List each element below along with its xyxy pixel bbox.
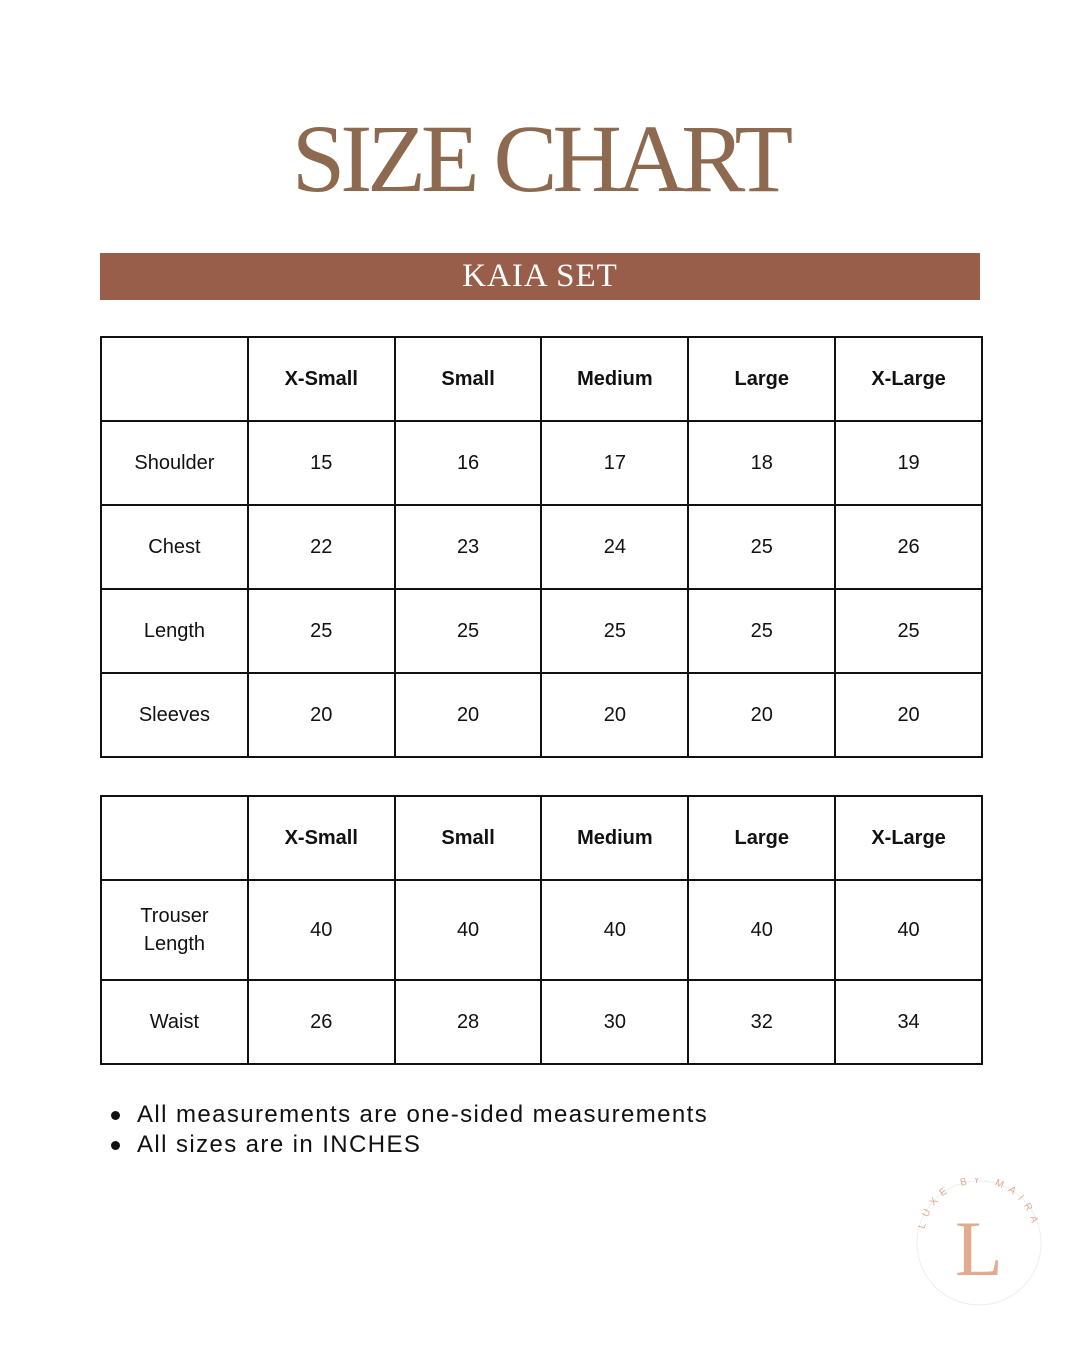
logo-ring-text: LUXE BY MAIRA	[916, 1178, 1042, 1230]
table-cell: 40	[395, 880, 542, 980]
bottom-size-table	[100, 795, 983, 1065]
table-cell: 25	[248, 589, 395, 673]
table-cell: 22	[248, 505, 395, 589]
table-cell: 23	[395, 505, 542, 589]
row-label: Sleeves	[101, 673, 248, 757]
table-cell: 15	[248, 421, 395, 505]
set-name: KAIA SET	[462, 258, 618, 294]
table-row	[101, 980, 982, 1064]
table-cell: 25	[688, 505, 835, 589]
table-header-row	[101, 796, 982, 880]
header-cell: X-Small	[248, 337, 395, 421]
table-cell: 40	[835, 880, 982, 980]
logo-letter: L	[955, 1205, 1003, 1292]
brand-logo	[914, 1178, 1044, 1308]
header-cell: X-Large	[835, 796, 982, 880]
note-text: All sizes are in INCHES	[137, 1131, 422, 1158]
table-header-row	[101, 337, 982, 421]
table-cell: 40	[688, 880, 835, 980]
table-row	[101, 505, 982, 589]
table-cell: 20	[395, 673, 542, 757]
set-name-banner	[100, 253, 980, 300]
notes-list	[108, 1100, 708, 1160]
table-cell: 24	[541, 505, 688, 589]
table-cell: 16	[395, 421, 542, 505]
top-size-table	[100, 336, 983, 758]
table-cell: 40	[541, 880, 688, 980]
brand-logo-mark	[914, 1178, 1044, 1308]
header-cell: Medium	[541, 796, 688, 880]
row-label: Chest	[101, 505, 248, 589]
table-row	[101, 673, 982, 757]
header-cell: X-Small	[248, 796, 395, 880]
row-label: Shoulder	[101, 421, 248, 505]
header-cell: Small	[395, 796, 542, 880]
table-cell: 25	[688, 589, 835, 673]
table-cell: 20	[248, 673, 395, 757]
header-cell-empty	[101, 337, 248, 421]
table-cell: 32	[688, 980, 835, 1064]
row-label: Trouser Length	[101, 880, 248, 980]
row-label: Length	[101, 589, 248, 673]
header-cell: Small	[395, 337, 542, 421]
table-cell: 20	[835, 673, 982, 757]
table-cell: 26	[835, 505, 982, 589]
table-cell: 25	[541, 589, 688, 673]
table-cell: 20	[688, 673, 835, 757]
table-cell: 25	[395, 589, 542, 673]
table-cell: 30	[541, 980, 688, 1064]
bullet-icon	[111, 1111, 120, 1120]
table-cell: 19	[835, 421, 982, 505]
header-cell-empty	[101, 796, 248, 880]
table-cell: 28	[395, 980, 542, 1064]
table-cell: 18	[688, 421, 835, 505]
note-text: All measurements are one-sided measurements	[137, 1101, 709, 1128]
header-cell: Medium	[541, 337, 688, 421]
header-cell: Large	[688, 796, 835, 880]
table-row	[101, 880, 982, 980]
header-cell: Large	[688, 337, 835, 421]
table-cell: 17	[541, 421, 688, 505]
header-cell: X-Large	[835, 337, 982, 421]
row-label: Waist	[101, 980, 248, 1064]
table-row	[101, 421, 982, 505]
table-cell: 34	[835, 980, 982, 1064]
table-cell: 25	[835, 589, 982, 673]
table-cell: 20	[541, 673, 688, 757]
page-title: SIZE CHART	[291, 105, 789, 212]
table-cell: 26	[248, 980, 395, 1064]
note-item	[108, 1130, 708, 1160]
table-row	[101, 589, 982, 673]
table-cell: 40	[248, 880, 395, 980]
bullet-icon	[111, 1141, 120, 1150]
note-item	[108, 1100, 708, 1130]
